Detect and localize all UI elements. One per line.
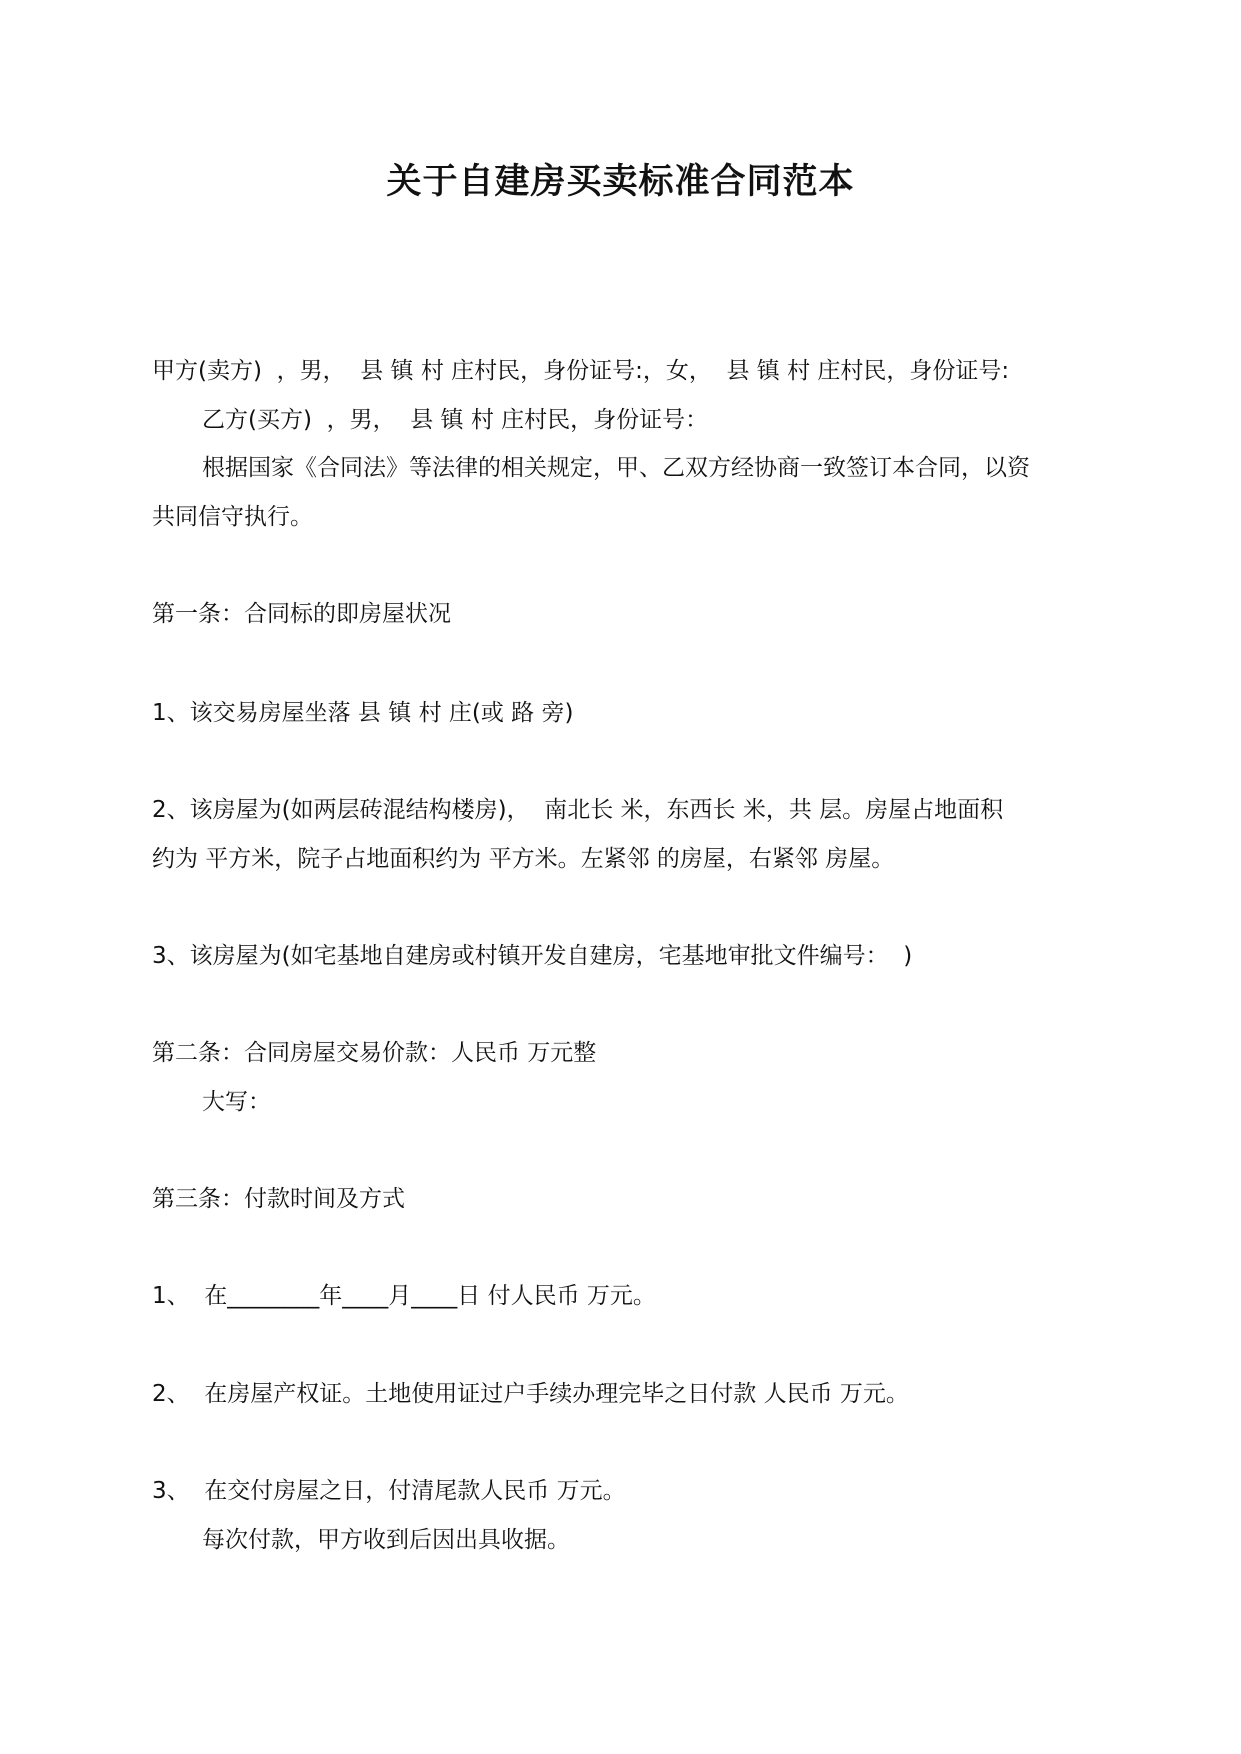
article-3-item-3: 3、 在交付房屋之日，付清尾款人民币 万元。 bbox=[152, 1478, 626, 1504]
preamble-line-2: 共同信守执行。 bbox=[152, 504, 313, 530]
article-1-item-2-line-2: 约为 平方米，院子占地面积约为 平方米。左紧邻 的房屋，右紧邻 房屋。 bbox=[152, 846, 895, 872]
preamble-line-1: 根据国家《合同法》等法律的相关规定，甲、乙双方经协商一致签订本合同，以资 bbox=[202, 455, 1030, 481]
party-a-line: 甲方(卖方) ，男， 县 镇 村 庄村民，身份证号:，女， 县 镇 村 庄村民，身份证号: bbox=[152, 358, 1010, 384]
article-2-capital-amount: 大写： bbox=[202, 1089, 271, 1115]
article-3-heading: 第三条：付款时间及方式 bbox=[152, 1186, 405, 1212]
article-1-heading: 第一条：合同标的即房屋状况 bbox=[152, 601, 451, 627]
article-3-receipt-note: 每次付款，甲方收到后因出具收据。 bbox=[202, 1527, 570, 1553]
article-2-heading: 第二条：合同房屋交易价款：人民币 万元整 bbox=[152, 1040, 597, 1066]
article-1-item-1: 1、该交易房屋坐落 县 镇 村 庄(或 路 旁) bbox=[152, 700, 574, 726]
article-3-item-2: 2、 在房屋产权证。土地使用证过户手续办理完毕之日付款 人民币 万元。 bbox=[152, 1381, 909, 1407]
article-1-item-2-line-1: 2、该房屋为(如两层砖混结构楼房)， 南北长 米，东西长 米，共 层。房屋占地面积 bbox=[152, 797, 1004, 823]
document-title: 关于自建房买卖标准合同范本 bbox=[386, 162, 855, 202]
article-3-item-1: 1、 在________年____月____日 付人民币 万元。 bbox=[152, 1283, 656, 1309]
party-b-line: 乙方(买方) ，男， 县 镇 村 庄村民，身份证号： bbox=[202, 407, 709, 433]
article-1-item-3: 3、该房屋为(如宅基地自建房或村镇开发自建房，宅基地审批文件编号： ) bbox=[152, 943, 913, 969]
